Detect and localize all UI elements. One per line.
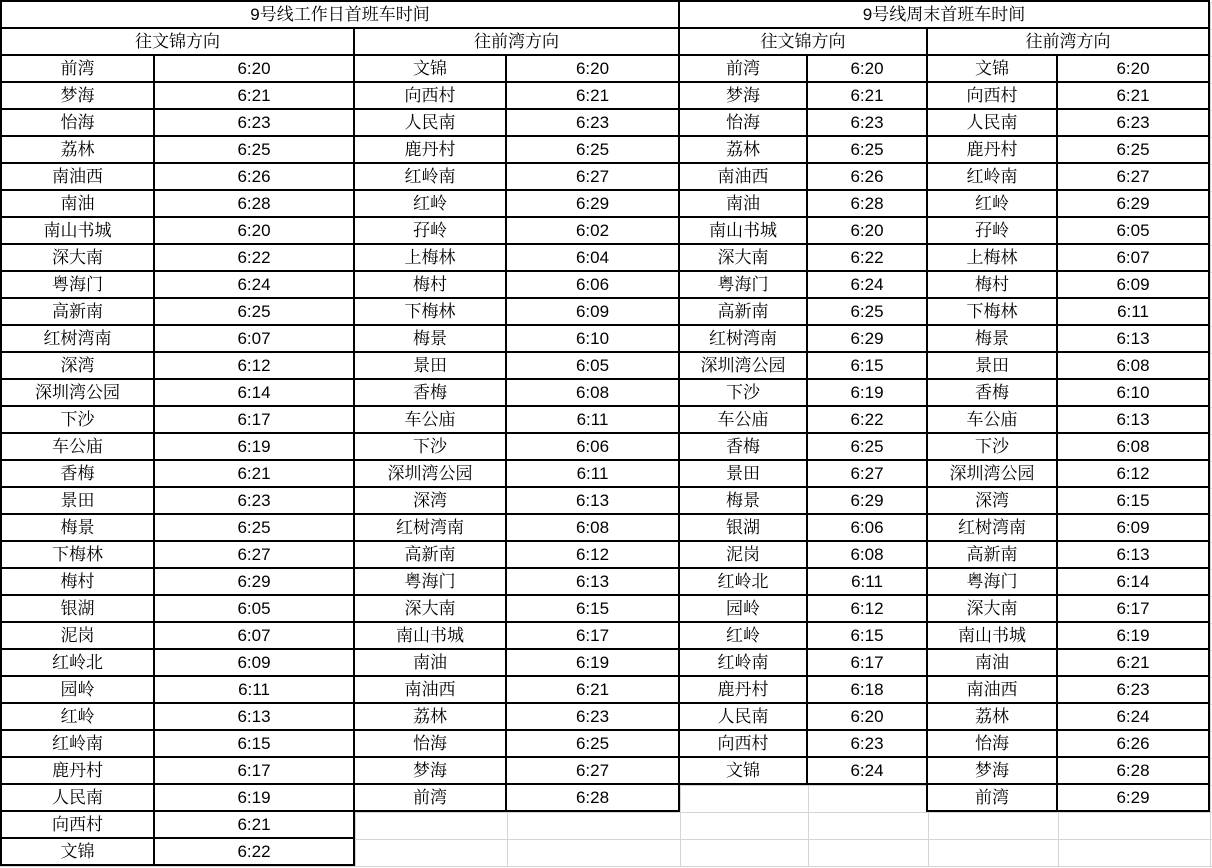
time-cell: 6:29 (808, 488, 926, 513)
station-cell: 南油西 (2, 164, 153, 189)
time-cell: 6:13 (507, 488, 678, 513)
station-cell: 人民南 (928, 110, 1056, 135)
station-cell: 梅村 (2, 569, 153, 594)
time-cell: 6:29 (155, 569, 353, 594)
station-cell: 高新南 (680, 299, 806, 324)
time-cell: 6:11 (507, 461, 678, 486)
gridline (0, 191, 1212, 192)
station-cell: 梅村 (928, 272, 1056, 297)
time-cell: 6:08 (1058, 353, 1208, 378)
station-cell: 车公庙 (355, 407, 505, 432)
station-cell: 南山书城 (2, 218, 153, 243)
station-cell: 鹿丹村 (680, 677, 806, 702)
time-cell: 6:29 (1058, 191, 1208, 216)
station-cell: 梦海 (928, 758, 1056, 783)
station-cell: 车公庙 (928, 407, 1056, 432)
station-cell: 梅景 (680, 488, 806, 513)
station-cell: 泥岗 (680, 542, 806, 567)
station-cell: 香梅 (680, 434, 806, 459)
time-cell: 6:28 (1058, 758, 1208, 783)
time-cell: 6:17 (155, 407, 353, 432)
station-cell: 下沙 (928, 434, 1056, 459)
direction-header: 往前湾方向 (928, 29, 1208, 54)
time-cell: 6:27 (155, 542, 353, 567)
gridline (0, 137, 1212, 138)
table-title: 9号线周末首班车时间 (678, 0, 1210, 29)
time-cell: 6:21 (155, 461, 353, 486)
station-cell: 红岭北 (680, 569, 806, 594)
station-cell: 人民南 (355, 110, 505, 135)
time-cell: 6:27 (507, 164, 678, 189)
station-cell: 红树湾南 (2, 326, 153, 351)
time-cell: 6:28 (155, 191, 353, 216)
station-cell: 景田 (928, 353, 1056, 378)
station-cell: 人民南 (2, 785, 153, 810)
time-cell: 6:28 (507, 785, 678, 810)
station-cell: 孖岭 (355, 218, 505, 243)
station-cell: 车公庙 (2, 434, 153, 459)
table-title: 9号线工作日首班车时间 (0, 0, 680, 29)
station-cell: 红岭南 (928, 164, 1056, 189)
time-cell: 6:22 (808, 407, 926, 432)
gridline (0, 218, 1212, 219)
time-cell: 6:15 (808, 623, 926, 648)
direction-column-to-qianwan (353, 27, 680, 812)
station-cell: 南山书城 (928, 623, 1056, 648)
station-cell: 南山书城 (680, 218, 806, 243)
time-cell: 6:22 (155, 245, 353, 270)
station-cell: 粤海门 (928, 569, 1056, 594)
station-cell: 深大南 (355, 596, 505, 621)
time-cell: 6:26 (1058, 731, 1208, 756)
station-cell: 香梅 (928, 380, 1056, 405)
time-cell: 6:08 (1058, 434, 1208, 459)
station-cell: 红树湾南 (355, 515, 505, 540)
time-cell: 6:13 (507, 569, 678, 594)
time-cell: 6:27 (507, 758, 678, 783)
station-cell: 上梅林 (928, 245, 1056, 270)
station-cell: 下梅林 (355, 299, 505, 324)
time-cell: 6:15 (1058, 488, 1208, 513)
direction-column-to-qianwan (926, 27, 1210, 812)
time-cell: 6:12 (808, 596, 926, 621)
time-cell: 6:13 (1058, 407, 1208, 432)
time-cell: 6:21 (155, 83, 353, 108)
time-cell: 6:24 (1058, 704, 1208, 729)
station-cell: 景田 (2, 488, 153, 513)
gridline (0, 164, 1212, 165)
gridline (0, 542, 1212, 543)
time-cell: 6:06 (808, 515, 926, 540)
station-cell: 下沙 (355, 434, 505, 459)
station-cell: 孖岭 (928, 218, 1056, 243)
station-cell: 南油 (355, 650, 505, 675)
time-cell: 6:25 (808, 299, 926, 324)
time-cell: 6:20 (155, 218, 353, 243)
station-cell: 高新南 (355, 542, 505, 567)
time-cell: 6:12 (507, 542, 678, 567)
time-cell: 6:10 (1058, 380, 1208, 405)
time-cell: 6:23 (155, 110, 353, 135)
station-cell: 红岭北 (2, 650, 153, 675)
station-cell: 高新南 (2, 299, 153, 324)
station-cell: 南油西 (928, 677, 1056, 702)
time-cell: 6:25 (808, 137, 926, 162)
station-cell: 向西村 (355, 83, 505, 108)
station-cell: 景田 (355, 353, 505, 378)
time-cell: 6:27 (808, 461, 926, 486)
station-cell: 南油西 (680, 164, 806, 189)
time-cell: 6:15 (155, 731, 353, 756)
time-cell: 6:06 (507, 272, 678, 297)
time-cell: 6:21 (808, 83, 926, 108)
station-cell: 前湾 (355, 785, 505, 810)
gridline (0, 866, 1212, 867)
station-cell: 深大南 (2, 245, 153, 270)
time-cell: 6:20 (808, 56, 926, 81)
station-cell: 银湖 (680, 515, 806, 540)
station-cell: 下沙 (2, 407, 153, 432)
time-cell: 6:25 (808, 434, 926, 459)
time-cell: 6:09 (1058, 272, 1208, 297)
station-cell: 红岭南 (680, 650, 806, 675)
station-cell: 银湖 (2, 596, 153, 621)
gridline (0, 569, 1212, 570)
station-cell: 怡海 (2, 110, 153, 135)
station-cell: 前湾 (2, 56, 153, 81)
station-cell: 香梅 (355, 380, 505, 405)
time-cell: 6:24 (155, 272, 353, 297)
station-cell: 红树湾南 (928, 515, 1056, 540)
station-cell: 红岭南 (2, 731, 153, 756)
time-cell: 6:23 (808, 110, 926, 135)
time-cell: 6:26 (808, 164, 926, 189)
time-cell: 6:23 (1058, 110, 1208, 135)
station-cell: 红树湾南 (680, 326, 806, 351)
time-cell: 6:17 (155, 758, 353, 783)
station-cell: 怡海 (928, 731, 1056, 756)
time-cell: 6:05 (155, 596, 353, 621)
time-cell: 6:17 (507, 623, 678, 648)
station-cell: 南山书城 (355, 623, 505, 648)
station-cell: 荔林 (928, 704, 1056, 729)
time-cell: 6:19 (155, 434, 353, 459)
station-cell: 香梅 (2, 461, 153, 486)
station-cell: 红岭南 (355, 164, 505, 189)
time-cell: 6:25 (507, 137, 678, 162)
gridline (0, 2, 1212, 3)
gridline (0, 677, 1212, 678)
time-cell: 6:20 (155, 56, 353, 81)
station-cell: 梅村 (355, 272, 505, 297)
gridline (0, 623, 1212, 624)
gridline (0, 353, 1212, 354)
station-cell: 南油 (680, 191, 806, 216)
time-cell: 6:17 (808, 650, 926, 675)
station-cell: 深湾 (928, 488, 1056, 513)
gridline (0, 839, 1212, 840)
time-cell: 6:09 (1058, 515, 1208, 540)
station-cell: 深湾 (355, 488, 505, 513)
time-cell: 6:22 (155, 839, 353, 864)
station-cell: 前湾 (680, 56, 806, 81)
gridline (0, 110, 1212, 111)
gridline (0, 731, 1212, 732)
gridline (0, 434, 1212, 435)
time-cell: 6:25 (507, 731, 678, 756)
station-cell: 深大南 (928, 596, 1056, 621)
station-cell: 上梅林 (355, 245, 505, 270)
station-cell: 红岭 (928, 191, 1056, 216)
station-cell: 深圳湾公园 (680, 353, 806, 378)
time-cell: 6:09 (155, 650, 353, 675)
station-cell: 红岭 (355, 191, 505, 216)
time-cell: 6:12 (1058, 461, 1208, 486)
gridline (0, 704, 1212, 705)
direction-header: 往文锦方向 (680, 29, 926, 54)
station-cell: 文锦 (680, 758, 806, 783)
time-cell: 6:09 (507, 299, 678, 324)
station-cell: 鹿丹村 (355, 137, 505, 162)
station-cell: 怡海 (680, 110, 806, 135)
station-cell: 向西村 (680, 731, 806, 756)
time-cell: 6:11 (507, 407, 678, 432)
gridline (0, 488, 1212, 489)
time-cell: 6:10 (507, 326, 678, 351)
station-cell: 深湾 (2, 353, 153, 378)
station-cell: 南油 (928, 650, 1056, 675)
gridline (0, 326, 1212, 327)
time-cell: 6:20 (808, 704, 926, 729)
time-cell: 6:18 (808, 677, 926, 702)
station-cell: 南油西 (355, 677, 505, 702)
time-cell: 6:05 (507, 353, 678, 378)
station-cell: 下梅林 (2, 542, 153, 567)
time-cell: 6:23 (507, 704, 678, 729)
time-cell: 6:21 (1058, 83, 1208, 108)
gridline (0, 515, 1212, 516)
station-cell: 鹿丹村 (2, 758, 153, 783)
time-cell: 6:25 (155, 515, 353, 540)
time-cell: 6:15 (507, 596, 678, 621)
station-cell: 粤海门 (680, 272, 806, 297)
gridline (0, 56, 1212, 57)
station-cell: 梅景 (928, 326, 1056, 351)
station-cell: 景田 (680, 461, 806, 486)
station-cell: 文锦 (928, 56, 1056, 81)
time-cell: 6:13 (155, 704, 353, 729)
station-cell: 园岭 (2, 677, 153, 702)
station-cell: 深大南 (680, 245, 806, 270)
time-cell: 6:21 (155, 812, 353, 837)
time-cell: 6:28 (808, 191, 926, 216)
time-cell: 6:19 (1058, 623, 1208, 648)
station-cell: 梅景 (355, 326, 505, 351)
gridline (0, 380, 1212, 381)
time-cell: 6:22 (808, 245, 926, 270)
time-cell: 6:07 (155, 326, 353, 351)
station-cell: 荔林 (2, 137, 153, 162)
time-cell: 6:23 (155, 488, 353, 513)
time-cell: 6:19 (507, 650, 678, 675)
time-cell: 6:08 (507, 380, 678, 405)
station-cell: 文锦 (355, 56, 505, 81)
station-cell: 向西村 (928, 83, 1056, 108)
time-cell: 6:08 (808, 542, 926, 567)
station-cell: 粤海门 (2, 272, 153, 297)
gridline (0, 29, 1212, 30)
station-cell: 深圳湾公园 (928, 461, 1056, 486)
time-cell: 6:19 (155, 785, 353, 810)
time-cell: 6:13 (1058, 326, 1208, 351)
station-cell: 车公庙 (680, 407, 806, 432)
gridline (0, 785, 1212, 786)
station-cell: 怡海 (355, 731, 505, 756)
direction-header: 往文锦方向 (2, 29, 353, 54)
time-cell: 6:11 (155, 677, 353, 702)
time-cell: 6:14 (1058, 569, 1208, 594)
gridline (0, 407, 1212, 408)
time-cell: 6:08 (507, 515, 678, 540)
station-cell: 粤海门 (355, 569, 505, 594)
station-cell: 前湾 (928, 785, 1056, 810)
time-cell: 6:19 (808, 380, 926, 405)
gridline (0, 245, 1212, 246)
station-cell: 南油 (2, 191, 153, 216)
time-cell: 6:12 (155, 353, 353, 378)
time-cell: 6:25 (155, 299, 353, 324)
station-cell: 鹿丹村 (928, 137, 1056, 162)
time-cell: 6:07 (155, 623, 353, 648)
time-cell: 6:21 (507, 83, 678, 108)
time-cell: 6:20 (1058, 56, 1208, 81)
station-cell: 园岭 (680, 596, 806, 621)
time-cell: 6:27 (1058, 164, 1208, 189)
time-cell: 6:11 (808, 569, 926, 594)
station-cell: 红岭 (680, 623, 806, 648)
time-cell: 6:02 (507, 218, 678, 243)
time-cell: 6:13 (1058, 542, 1208, 567)
time-cell: 6:25 (155, 137, 353, 162)
time-cell: 6:21 (507, 677, 678, 702)
time-cell: 6:24 (808, 272, 926, 297)
direction-column-to-wenjin (0, 27, 355, 866)
gridline (0, 461, 1212, 462)
station-cell: 梦海 (680, 83, 806, 108)
station-cell: 人民南 (680, 704, 806, 729)
time-cell: 6:04 (507, 245, 678, 270)
time-cell: 6:23 (507, 110, 678, 135)
station-cell: 梅景 (2, 515, 153, 540)
gridline (0, 83, 1212, 84)
time-cell: 6:29 (507, 191, 678, 216)
station-cell: 深圳湾公园 (2, 380, 153, 405)
station-cell: 向西村 (2, 812, 153, 837)
time-cell: 6:17 (1058, 596, 1208, 621)
time-cell: 6:06 (507, 434, 678, 459)
direction-column-to-wenjin (678, 27, 928, 785)
time-cell: 6:21 (1058, 650, 1208, 675)
station-cell: 泥岗 (2, 623, 153, 648)
gridline (0, 596, 1212, 597)
time-cell: 6:29 (1058, 785, 1208, 810)
time-cell: 6:26 (155, 164, 353, 189)
time-cell: 6:05 (1058, 218, 1208, 243)
time-cell: 6:29 (808, 326, 926, 351)
time-cell: 6:25 (1058, 137, 1208, 162)
gridline (0, 650, 1212, 651)
time-cell: 6:14 (155, 380, 353, 405)
station-cell: 荔林 (355, 704, 505, 729)
gridline (0, 812, 1212, 813)
station-cell: 梦海 (355, 758, 505, 783)
time-cell: 6:20 (507, 56, 678, 81)
time-cell: 6:15 (808, 353, 926, 378)
time-cell: 6:20 (808, 218, 926, 243)
station-cell: 红岭 (2, 704, 153, 729)
time-cell: 6:24 (808, 758, 926, 783)
time-cell: 6:23 (1058, 677, 1208, 702)
station-cell: 高新南 (928, 542, 1056, 567)
gridline (0, 272, 1212, 273)
station-cell: 下梅林 (928, 299, 1056, 324)
station-cell: 荔林 (680, 137, 806, 162)
station-cell: 下沙 (680, 380, 806, 405)
time-cell: 6:07 (1058, 245, 1208, 270)
station-cell: 梦海 (2, 83, 153, 108)
gridline (0, 299, 1212, 300)
time-cell: 6:23 (808, 731, 926, 756)
station-cell: 深圳湾公园 (355, 461, 505, 486)
direction-header: 往前湾方向 (355, 29, 678, 54)
time-cell: 6:11 (1058, 299, 1208, 324)
gridline (0, 758, 1212, 759)
station-cell: 文锦 (2, 839, 153, 864)
